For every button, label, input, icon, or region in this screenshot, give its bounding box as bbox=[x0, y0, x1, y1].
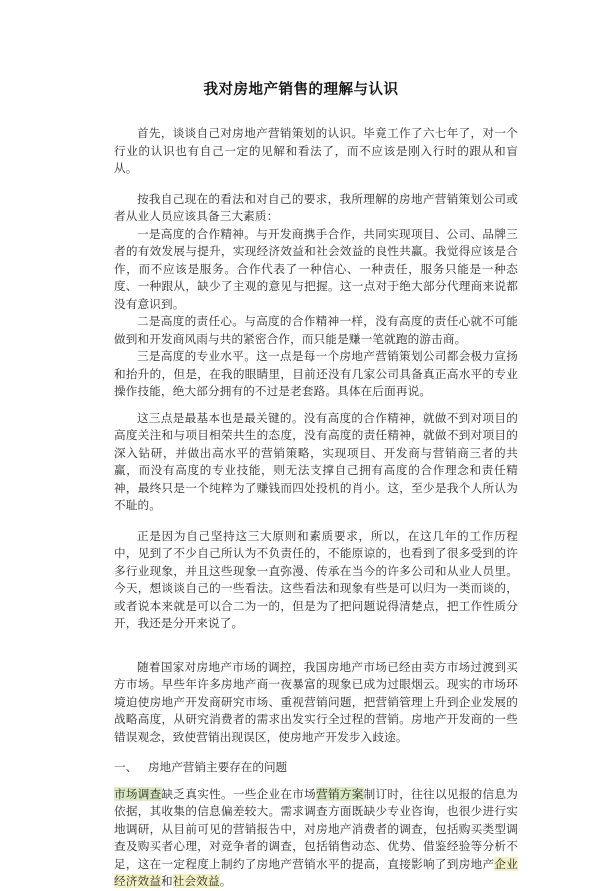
paragraph-responsibility: 二是高度的责任心。与高度的合作精神一样，没有高度的责任心就不可能做到和开发商风雨与共的紧密合作，而只能是赚一笔就跑的游击商。 bbox=[114, 314, 518, 346]
section-heading bbox=[114, 759, 518, 777]
paragraph-market-regulation: 随着国家对房地产市场的调控，我国房地产市场已经由卖方市场过渡到买方市场。早些年许多房地产商一夜暴富的现象已成为过眼烟云。现实的市场环境迫使房地产开发商研究市场、重视营销问题，把营销管理上升到企业发展的战略高度，从研究消费者的需求出发实行全过程的营销。房地产开发商的一些错误观念，致使营销出现误区，使房地产开发步入歧途。 bbox=[114, 659, 518, 744]
document-title: 我对房地产销售的理解与认识 bbox=[203, 81, 399, 98]
highlight-economic-benefit: 企业经济效益 bbox=[114, 856, 518, 888]
highlight-social-benefit: 社会效益 bbox=[172, 874, 220, 888]
text-fragment: 制订时，往往以见报的信息为依据，其收集的信息偏差较大。需求调查方面既缺少专业咨询，也很少进行实地调研，从目前可见的营销报告中，对房地产消费者的调查，包括购买类型调查及购买者心理，对竞争者的调查，包括销售动态、优势、借鉴经验等分析不足，这在一定程度上制约了房地产营销水平的提高，直接影响了到房地产 bbox=[114, 786, 518, 871]
section-number: 一、 bbox=[114, 760, 138, 774]
text-fragment: 和 bbox=[160, 874, 173, 888]
paragraph-professionalism: 三是高度的专业水平。这一点是每一个房地产营销策划公司都会极力宣扬和抬升的，但是，在我的眼睛里，目前还没有几家公司具备真正高水平的专业操作技能，绝大部分拥有的不过是老套路。具体在后面再说。 bbox=[114, 349, 518, 398]
paragraph-cooperation: 一是高度的合作精神。与开发商携手合作，共同实现项目、公司、品牌三者的有效发展与提升，实现经济效益和社会效益的良性共赢。我觉得应该是合作，而不应该是服务。合作代表了一种信心、一种责任，服务只能是一种态度、一种跟从，缺少了主观的意见与把握。这一点对于绝大部分代理商来说都没有意识到。 bbox=[114, 226, 518, 311]
text-fragment: 。 bbox=[219, 874, 232, 888]
paragraph-key-points: 这三点是最基本也是最关键的。没有高度的合作精神，就做不到对项目的高度关注和与项目相荣共生的态度，没有高度的责任精神，就做不到对项目的深入钻研，并做出高水平的营销策略，实现项目、开发商与营销商三者的共赢，而没有高度的专业技能，则无法支撑自己拥有高度的合作理念和责任精神，最终只是一个纯粹为了赚钱而四处投机的肖小。这，至少是我个人所认为不耻的。 bbox=[114, 410, 518, 512]
section-label: 房地产营销主要存在的问题 bbox=[148, 760, 288, 774]
text-fragment: 缺乏真实性。一些企业在市场 bbox=[161, 786, 317, 801]
paragraph-qualities-intro: 按我自己现在的看法和对自己的要求，我所理解的房地产营销策划公司或者从业人员应该具备三大素质： bbox=[114, 191, 518, 223]
paragraph-principles: 正是因为自己坚持这三大原则和素质要求，所以，在这几年的工作历程中，见到了不少自己所认为不负责任的，不能原谅的，也看到了很多受到的许多行业现象，并且这些现象一直弥漫、传承在当今的许多公司和从业人员里。今天，想谈谈自己的一些看法。这些看法和现象有些是可以归为一类而谈的，或者说本来就是可以合二为一的，但是为了把问题说得清楚点，把工作性质分开，我还是分开来说了。 bbox=[114, 528, 518, 630]
paragraph-market-survey bbox=[114, 786, 518, 891]
highlight-marketing-plan: 营销方案 bbox=[316, 786, 364, 801]
highlight-market-survey: 市场调查 bbox=[114, 786, 162, 801]
paragraph-intro: 首先，谈谈自己对房地产营销策划的认识。毕竟工作了六七年了，对一个行业的认识也有自己一定的见解和看法了，而不应该是刚入行时的跟从和盲从。 bbox=[114, 126, 518, 175]
